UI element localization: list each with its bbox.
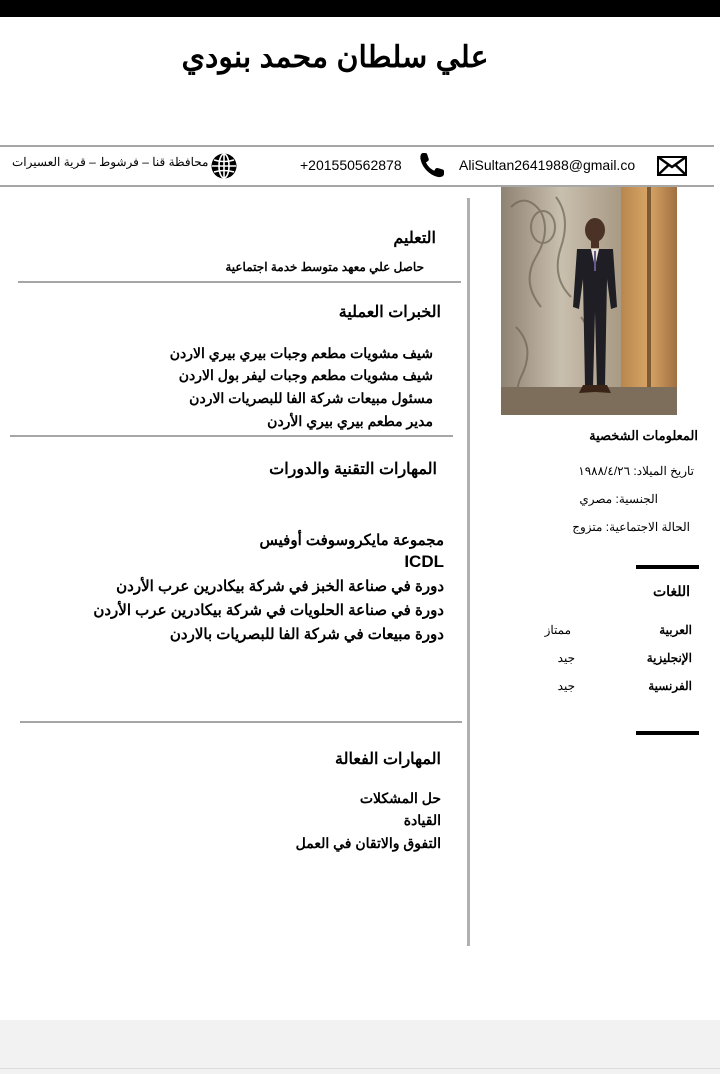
phone-icon: [417, 150, 447, 180]
languages-top-bar: [636, 565, 699, 569]
tech-skill-item: دورة مبيعات في شركة الفا للبصريات بالاردن: [169, 626, 444, 643]
language-name: الفرنسية: [648, 679, 692, 693]
experience-divider: [10, 435, 453, 437]
globe-icon: [210, 152, 238, 180]
language-level: جيد: [557, 651, 575, 665]
address-text: محافظة قنا – فرشوط – قرية العسيرات: [12, 155, 209, 169]
tech-skill-item: ICDL: [404, 552, 444, 571]
tech-skill-item: مجموعة مايكروسوفت أوفيس: [259, 532, 444, 549]
experience-item: شيف مشويات مطعم وجبات ليفر بول الاردن: [178, 367, 433, 383]
top-black-bar: [0, 0, 720, 17]
soft-skill-item: التفوق والاتقان في العمل: [295, 835, 441, 851]
education-divider: [18, 281, 461, 283]
contact-row: [0, 148, 720, 184]
experience-item: شيف مشويات مطعم وجبات بيري بيري الاردن: [169, 345, 433, 361]
column-divider: [467, 198, 470, 946]
marital-status: الحالة الاجتماعية: متزوج: [572, 520, 690, 534]
page-footer-area: [0, 1020, 720, 1074]
experience-item: مسئول مبيعات شركة الفا للبصريات الاردن: [189, 390, 433, 406]
email-text[interactable]: AliSultan2641988@gmail.co: [459, 157, 636, 173]
education-title: التعليم: [393, 230, 436, 247]
soft-skill-item: القيادة: [403, 812, 441, 828]
resume-name: علي سلطان محمد بنودي: [181, 41, 489, 74]
envelope-icon: [657, 156, 687, 176]
nationality: الجنسية: مصري: [579, 492, 658, 506]
language-level: ممتاز: [544, 623, 571, 637]
soft-skill-item: حل المشكلات: [359, 790, 441, 806]
birth-date: تاريخ الميلاد: ١٩٨٨/٤/٢٦: [578, 464, 694, 478]
contact-top-divider: [0, 145, 714, 147]
footer-line: [0, 1068, 720, 1069]
soft-skills-title: المهارات الفعالة: [335, 751, 441, 768]
languages-bottom-bar: [636, 731, 699, 735]
language-name: العربية: [659, 623, 692, 637]
language-level: جيد: [557, 679, 575, 693]
tech-skills-title: المهارات التقنية والدورات: [269, 461, 437, 478]
education-text: حاصل علي معهد متوسط خدمة اجتماعية: [225, 260, 424, 274]
personal-info-title: المعلومات الشخصية: [589, 428, 698, 443]
tech-skill-item: دورة في صناعة الحلويات في شركة بيكادرين عرب الأردن: [93, 602, 444, 619]
languages-title: اللغات: [653, 583, 690, 599]
experience-title: الخبرات العملية: [338, 304, 441, 321]
phone-text[interactable]: +201550562878: [300, 157, 402, 173]
language-name: الإنجليزية: [646, 651, 692, 665]
tech-skill-item: دورة في صناعة الخبز في شركة بيكادرين عرب الأردن: [116, 578, 444, 595]
experience-item: مدير مطعم بيري بيري الأردن: [267, 413, 433, 429]
tech-skills-divider: [20, 721, 462, 723]
profile-photo: [501, 187, 677, 415]
